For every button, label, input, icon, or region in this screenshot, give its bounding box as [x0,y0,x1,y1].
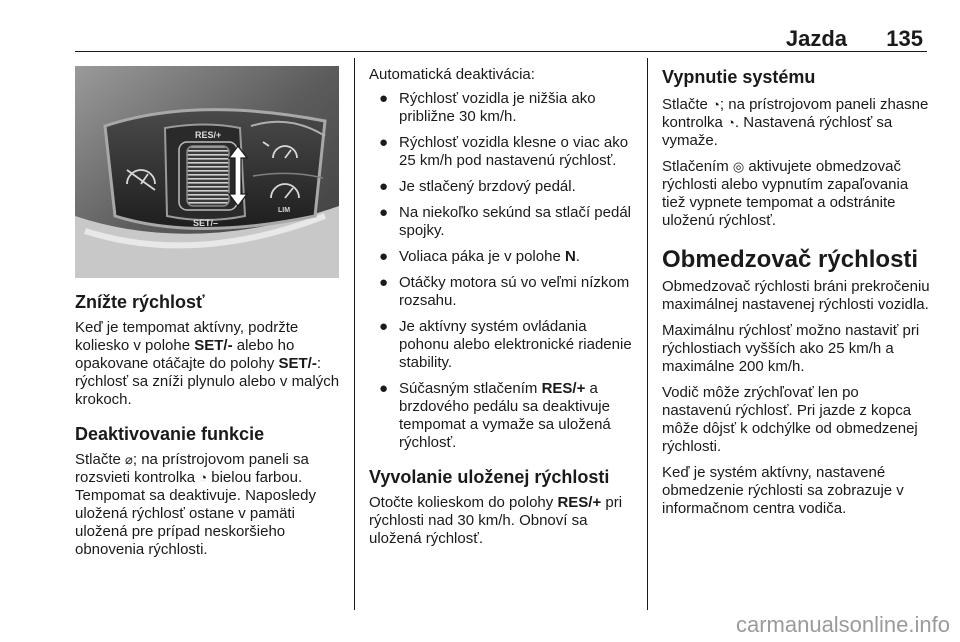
list-item: ● Rýchlosť vozidla je nižšia ako približne 30 km/h. [379,90,596,125]
watermark: carmanualsonline.info [735,612,950,637]
column-left [75,291,343,567]
auto-deactivation-intro: Automatická deaktivácia: [369,66,535,83]
steering-wheel-controls-photo [75,66,339,278]
list-item: ● Na niekoľko sekúnd sa stlačí pedál spojky. [379,204,632,239]
heading-system-off: Vypnutie systému [662,67,816,87]
list-item: ● Otáčky motora sú vo veľmi nízkom rozsahu. [379,274,630,309]
lim-label: LIM [278,207,291,214]
column-middle [369,66,635,556]
system-off-paragraph: Stlačte ◔; na prístrojovom paneli zhasne kontrolka ◔. Nastavená rýchlosť sa vymaže. [662,96,929,149]
limiter-paragraph-1: Obmedzovač rýchlosti bráni prekročeniu maximálnej nastavenej rýchlosti vozidla. [662,278,930,313]
column-divider-2 [647,58,648,610]
limiter-paragraph-3: Vodič môže zrýchľovať len po nastavenú rýchlosť. Pri jazde z kopca môže dôjsť k odchýlke od obmedzenej rýchlosti. [662,384,918,455]
speed-limiter-icon: ◎ [732,159,745,174]
recall-speed-paragraph: Otočte kolieskom do polohy RES/+ pri rýchlosti nad 30 km/h. Obnoví sa uložená rýchlosť. [369,494,623,547]
limiter-paragraph-2: Maximálnu rýchlosť možno nastaviť pri rýchlostiach vyšších ako 25 km/h a maximálne 200 km/h. [662,322,920,375]
cruise-indicator-icon: ◔ [199,470,208,485]
header-rule [75,51,927,52]
cruise-off-icon: ⌀ [125,452,133,467]
limiter-activate-paragraph: Stlačením ◎ aktivujete obmedzovač rýchlosti alebo vypnutím zapaľovania tiež vypnete tempomat a odstránite uloženú rýchlosť. [662,158,909,229]
reduce-speed-paragraph: Keď je tempomat aktívny, podržte koliesko v polohe SET/- alebo ho opakovane otáčajte do polohy SET/-: rýchlosť sa zníži plynulo alebo v malých krokoch. [75,319,340,408]
limiter-paragraph-4: Keď je systém aktívny, nastavené obmedzenie rýchlosti sa zobrazuje v informačnom centra vodiča. [662,464,904,517]
deactivate-paragraph: Stlačte ⌀; na prístrojovom paneli sa rozsvieti kontrolka ◔ bielou farbou. Tempomat sa deaktivuje. Naposledy uložená rýchlosť ostane v pamäti uložená pre prípad neskoršieho obnovenia rýchlosti. [75,451,316,558]
heading-speed-limiter: Obmedzovač rýchlosti [662,246,919,273]
page-header [75,22,927,52]
list-item: ● Súčasným stlačením RES/+ a brzdového pedálu sa deaktivuje tempomat a vymaže sa uložená rýchlosť. [379,380,611,451]
set-minus-label: SET/– [193,218,219,228]
column-divider-1 [354,58,355,610]
list-item: ● Je stlačený brzdový pedál. [379,178,576,195]
list-item: ● Rýchlosť vozidla klesne o viac ako 25 km/h pod nastavenú rýchlosť. [379,134,629,169]
deactivation-list [369,90,635,452]
cruise-indicator-icon: ◔ [727,115,735,130]
heading-deactivate: Deaktivovanie funkcie [75,424,265,444]
cruise-indicator-icon: ◔ [712,97,720,112]
page-number: 135 [886,26,923,51]
list-item: ● Voliaca páka je v polohe N. [379,248,580,265]
section-title: Jazda [785,26,847,51]
heading-recall-speed: Vyvolanie uloženej rýchlosti [369,467,610,487]
column-right [662,66,930,526]
res-plus-label: RES/+ [195,130,222,140]
heading-reduce-speed: Znížte rýchlosť [75,292,205,312]
list-item: ● Je aktívny systém ovládania pohonu alebo elektronické riadenie stability. [379,318,632,371]
